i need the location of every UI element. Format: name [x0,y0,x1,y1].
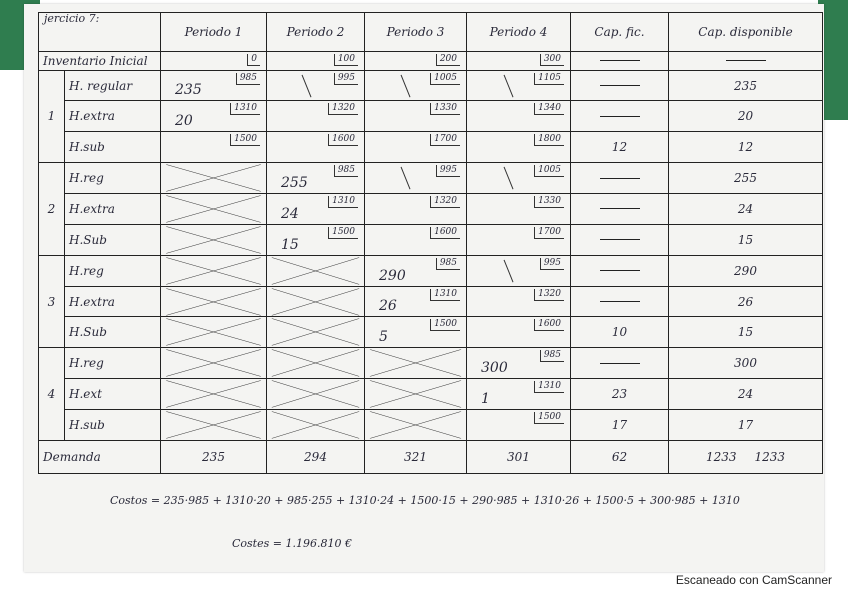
table-row [39,101,823,132]
exercise-title: jercicio 7: [44,12,100,25]
demand-cell: 62 [571,440,669,473]
cost-box: 100 [334,54,358,66]
costs-formula: Costos = 235·985 + 1310·20 + 985·255 + 1310·24 + 1500·15 + 290·985 + 1310·26 + 1500·5 + 300·985 + 1310 [110,494,740,507]
allocation-cell [267,224,365,255]
cap-fic-cell [571,348,669,379]
slash-mark [401,74,411,97]
blocked-cell [161,348,267,379]
cap-disponible-cell: 255 [669,163,823,194]
table-row [39,70,823,101]
cost-box: 200 [436,54,460,66]
dash-mark [600,208,640,209]
row-label: H.reg [65,255,161,286]
cap-fic-cell: 10 [571,317,669,348]
allocation-cell [467,348,571,379]
allocation-cell [267,132,365,163]
header-cell: Cap. fic. [571,13,669,52]
allocation-amount: 20 [175,113,193,130]
cross-mark [161,317,266,347]
cost-box: 1800 [534,134,564,146]
table-row [39,317,823,348]
cap-fic-cell: 23 [571,379,669,410]
demand-cell: 235 [161,440,267,473]
allocation-cell [365,194,467,225]
cost-box: 1310 [430,289,460,301]
cap-disponible-cell: 15 [669,317,823,348]
cost-box: 1320 [328,103,358,115]
allocation-amount: 300 [481,360,508,377]
header-cell: Periodo 2 [267,13,365,52]
demand-row [39,440,823,473]
cap-fic-cell [571,194,669,225]
inventory-cell [467,52,571,71]
row-label: H.ext [65,379,161,410]
cap-fic-cell [571,224,669,255]
cap-disponible-cell: 26 [669,286,823,317]
cost-box: 1105 [534,73,564,85]
row-label: H. regular [65,70,161,101]
allocation-cell [365,224,467,255]
table-row [39,194,823,225]
allocation-cell [161,70,267,101]
transport-table [38,12,823,474]
table-row [39,410,823,441]
row-label: H.reg [65,348,161,379]
allocation-cell [365,317,467,348]
cost-box: 985 [334,165,358,177]
row-label: H.extra [65,194,161,225]
cross-mark [267,317,364,347]
cost-box: 995 [540,258,564,270]
cost-box: 995 [436,165,460,177]
demand-total-cell [669,440,823,473]
blocked-cell [161,255,267,286]
allocation-cell [467,224,571,255]
cap-disponible-cell: 24 [669,379,823,410]
allocation-cell [467,70,571,101]
allocation-cell [161,101,267,132]
cross-mark [161,256,266,286]
allocation-cell [365,163,467,194]
cap-fic-cell: 17 [571,410,669,441]
cross-mark [161,348,266,378]
camscanner-watermark: Escaneado con CamScanner [675,573,832,587]
allocation-cell [467,101,571,132]
cross-mark [267,348,364,378]
allocation-cell [467,317,571,348]
allocation-amount: 26 [379,298,397,315]
inventory-cell [267,52,365,71]
cross-mark [365,348,466,378]
cost-box: 995 [334,73,358,85]
cost-box: 1330 [430,103,460,115]
blocked-cell [161,194,267,225]
inventory-row [39,52,823,71]
cap-disponible-cell: 290 [669,255,823,286]
allocation-cell [161,132,267,163]
allocation-cell [467,163,571,194]
blocked-cell [365,379,467,410]
demand-cell: 294 [267,440,365,473]
demand-total-right: 1233 [754,449,786,464]
cost-box: 1700 [430,134,460,146]
cross-mark [161,194,266,224]
dash-mark [600,239,640,240]
allocation-amount: 1 [481,391,490,408]
cross-mark [161,410,266,440]
cap-fic-cell [571,286,669,317]
blocked-cell [161,224,267,255]
group-number: 1 [39,70,65,163]
allocation-cell [365,70,467,101]
cost-box: 1600 [534,319,564,331]
cost-box: 300 [540,54,564,66]
blocked-cell [267,410,365,441]
cross-mark [365,379,466,409]
cap-disponible-cell: 17 [669,410,823,441]
cost-box: 985 [436,258,460,270]
header-cell: Periodo 3 [365,13,467,52]
blocked-cell [161,379,267,410]
dash-mark [600,363,640,364]
cap-disponible-cell: 20 [669,101,823,132]
row-label: H.Sub [65,224,161,255]
cross-mark [267,410,364,440]
allocation-amount: 290 [379,267,406,284]
cost-box: 1600 [430,227,460,239]
cross-mark [267,256,364,286]
slash-mark [401,167,411,190]
group-number: 4 [39,348,65,441]
cost-box: 985 [236,73,260,85]
table-row [39,163,823,194]
table-row [39,286,823,317]
dash-mark [600,301,640,302]
cost-box: 1005 [430,73,460,85]
table-row [39,132,823,163]
cross-mark [267,287,364,317]
header-cell: Periodo 4 [467,13,571,52]
table-row [39,379,823,410]
inventory-cap-cell [669,52,823,71]
allocation-cell [467,132,571,163]
cost-box: 1005 [534,165,564,177]
costs-total: Costes = 1.196.810 € [232,537,352,550]
slash-mark [301,74,311,97]
dash-mark [726,60,766,61]
demand-label: Demanda [39,440,161,473]
cross-mark [161,225,266,255]
slash-mark [504,259,514,282]
blocked-cell [161,317,267,348]
blocked-cell [267,317,365,348]
blocked-cell [267,286,365,317]
table-row [39,224,823,255]
cap-disponible-cell: 235 [669,70,823,101]
cost-box: 1700 [534,227,564,239]
inventory-cell [161,52,267,71]
allocation-amount: 24 [281,205,299,222]
table-row [39,348,823,379]
blocked-cell [267,348,365,379]
cost-box: 1500 [534,412,564,424]
cost-box: 985 [540,350,564,362]
demand-cell: 301 [467,440,571,473]
blocked-cell [267,255,365,286]
slash-mark [504,74,514,97]
cost-box: 1310 [230,103,260,115]
cap-disponible-cell: 15 [669,224,823,255]
slash-mark [504,167,514,190]
blocked-cell [365,348,467,379]
cost-box: 1600 [328,134,358,146]
allocation-amount: 15 [281,236,299,253]
blocked-cell [365,410,467,441]
cost-box: 1320 [534,289,564,301]
group-number: 2 [39,163,65,256]
row-label: H.sub [65,410,161,441]
allocation-cell [365,132,467,163]
dash-mark [600,270,640,271]
blocked-cell [267,379,365,410]
cross-mark [161,163,266,193]
allocation-cell [267,194,365,225]
header-row [39,13,823,52]
allocation-cell [467,194,571,225]
blocked-cell [161,410,267,441]
allocation-cell [467,255,571,286]
cross-mark [161,379,266,409]
header-cell: Periodo 1 [161,13,267,52]
cost-box: 0 [247,54,260,66]
row-label: H.Sub [65,317,161,348]
cross-mark [161,287,266,317]
allocation-cell [365,101,467,132]
dash-mark [600,60,640,61]
row-label: H.extra [65,286,161,317]
demand-cell: 321 [365,440,467,473]
cost-box: 1330 [534,196,564,208]
cross-mark [365,410,466,440]
header-cell: Cap. disponible [669,13,823,52]
allocation-cell [365,286,467,317]
cross-mark [267,379,364,409]
inventory-cell [365,52,467,71]
cap-fic-cell: 12 [571,132,669,163]
group-number: 3 [39,255,65,348]
dash-mark [600,85,640,86]
table-row [39,255,823,286]
allocation-cell [467,410,571,441]
cost-box: 1340 [534,103,564,115]
cost-box: 1500 [230,134,260,146]
cap-fic-cell [571,163,669,194]
row-label: H.sub [65,132,161,163]
allocation-amount: 255 [281,175,308,192]
cap-disponible-cell: 300 [669,348,823,379]
blocked-cell [161,163,267,194]
allocation-amount: 235 [175,82,202,99]
allocation-cell [267,70,365,101]
cost-box: 1500 [430,319,460,331]
allocation-cell [267,101,365,132]
inventory-cap-cell [571,52,669,71]
cap-disponible-cell: 12 [669,132,823,163]
allocation-cell [467,379,571,410]
allocation-cell [267,163,365,194]
allocation-amount: 5 [379,329,388,346]
cap-fic-cell [571,255,669,286]
cost-box: 1310 [534,381,564,393]
cost-box: 1310 [328,196,358,208]
allocation-cell [365,255,467,286]
demand-total-left: 1233 [705,449,737,464]
allocation-cell [467,286,571,317]
cost-box: 1500 [328,227,358,239]
row-label: H.reg [65,163,161,194]
dash-mark [600,178,640,179]
dash-mark [600,116,640,117]
cap-disponible-cell: 24 [669,194,823,225]
cap-fic-cell [571,101,669,132]
inventory-label: Inventario Inicial [39,52,161,71]
row-label: H.extra [65,101,161,132]
blocked-cell [161,286,267,317]
cap-fic-cell [571,70,669,101]
cost-box: 1320 [430,196,460,208]
